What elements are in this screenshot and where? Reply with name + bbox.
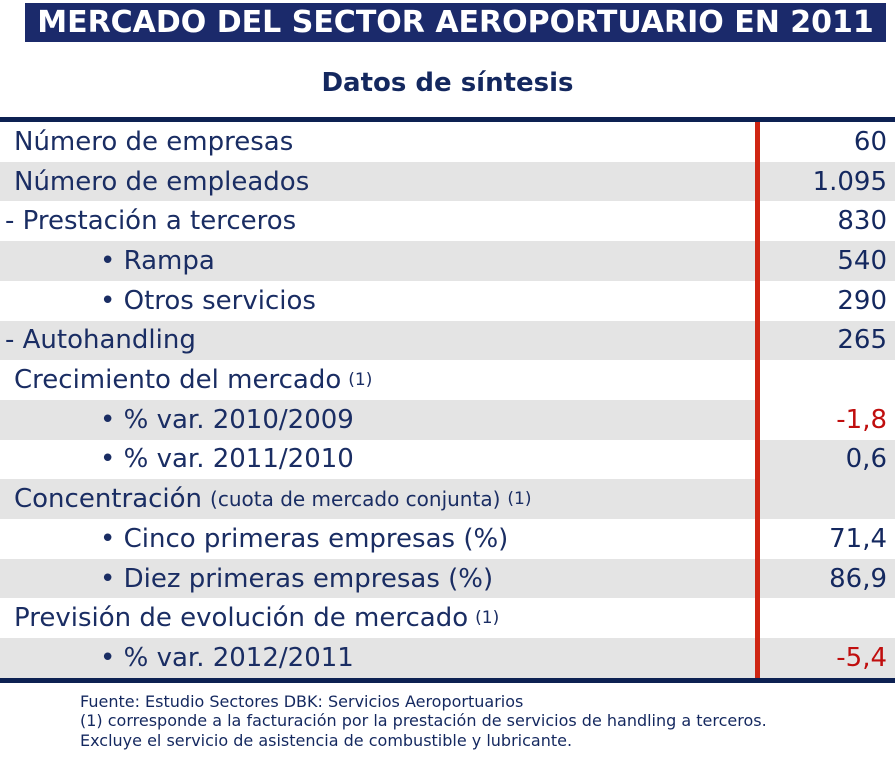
row-label: Previsión de evolución de mercado xyxy=(14,603,469,634)
row-label: • % var. 2012/2011 xyxy=(100,642,354,673)
row-label-cell xyxy=(0,281,755,321)
table-row xyxy=(0,479,895,519)
row-value-cell xyxy=(755,241,895,281)
row-value: 830 xyxy=(837,206,887,237)
table-row xyxy=(0,559,895,599)
table-row xyxy=(0,400,895,440)
row-value-cell xyxy=(755,440,895,480)
row-label: - Autohandling xyxy=(5,325,196,356)
row-label: Número de empresas xyxy=(14,126,294,157)
footer-notes xyxy=(0,683,895,751)
row-label-cell xyxy=(0,559,755,599)
row-label: Crecimiento del mercado xyxy=(14,365,342,396)
row-value-cell xyxy=(755,479,895,519)
row-value-cell xyxy=(755,360,895,400)
row-value-cell xyxy=(755,519,895,559)
row-label: • Otros servicios xyxy=(100,285,316,316)
table-row xyxy=(0,598,895,638)
table-row xyxy=(0,440,895,480)
row-label: Número de empleados xyxy=(14,166,310,197)
row-label: • % var. 2010/2009 xyxy=(100,404,354,435)
row-label-cell xyxy=(0,519,755,559)
row-label: • Rampa xyxy=(100,245,215,276)
footnote-2: Excluye el servicio de asistencia de combustible y lubricante. xyxy=(80,730,573,750)
footnote-1: (1) corresponde a la facturación por la prestación de servicios de handling a terceros. xyxy=(80,711,767,731)
row-label-cell xyxy=(0,122,755,162)
row-label: • Cinco primeras empresas (%) xyxy=(100,523,509,554)
row-label: • Diez primeras empresas (%) xyxy=(100,563,494,594)
row-value: 1.095 xyxy=(812,166,887,197)
row-value-cell xyxy=(755,122,895,162)
row-label-cell xyxy=(0,241,755,281)
row-value: 265 xyxy=(837,325,887,356)
table-row xyxy=(0,360,895,400)
row-value: 60 xyxy=(853,126,887,157)
row-label: • % var. 2011/2010 xyxy=(100,444,354,475)
row-label-note: (cuota de mercado conjunta) xyxy=(210,487,501,512)
row-value: -5,4 xyxy=(836,642,887,673)
row-footnote-marker: (1) xyxy=(348,370,373,391)
row-value-cell xyxy=(755,201,895,241)
table-row xyxy=(0,321,895,361)
row-label-cell xyxy=(0,638,755,678)
row-label-cell xyxy=(0,201,755,241)
row-label: Concentración xyxy=(14,484,203,515)
header-title: MERCADO DEL SECTOR AEROPORTUARIO EN 2011 xyxy=(37,5,874,40)
page-subtitle: Datos de síntesis xyxy=(321,68,574,98)
row-value-cell xyxy=(755,559,895,599)
row-footnote-marker: (1) xyxy=(475,608,500,629)
source-note: Fuente: Estudio Sectores DBK: Servicios Aeroportuarios xyxy=(80,691,524,711)
table-row xyxy=(0,638,895,678)
row-label: - Prestación a terceros xyxy=(5,206,297,237)
table-row xyxy=(0,201,895,241)
row-footnote-marker: (1) xyxy=(507,489,532,510)
table-row xyxy=(0,519,895,559)
row-value: 540 xyxy=(837,245,887,276)
row-value-cell xyxy=(755,400,895,440)
row-value-cell xyxy=(755,281,895,321)
row-value-cell xyxy=(755,638,895,678)
table-row xyxy=(0,162,895,202)
row-label-cell xyxy=(0,360,755,400)
header-bar xyxy=(25,3,886,42)
row-value: -1,8 xyxy=(836,404,887,435)
row-value: 0,6 xyxy=(845,444,887,475)
row-label-cell xyxy=(0,479,755,519)
row-label-cell xyxy=(0,598,755,638)
row-label-cell xyxy=(0,400,755,440)
row-value-cell xyxy=(755,162,895,202)
table-row xyxy=(0,122,895,162)
row-value: 86,9 xyxy=(829,563,887,594)
row-label-cell xyxy=(0,321,755,361)
row-value: 71,4 xyxy=(829,523,887,554)
row-value-cell xyxy=(755,598,895,638)
row-label-cell xyxy=(0,162,755,202)
row-value: 290 xyxy=(837,285,887,316)
row-value-cell xyxy=(755,321,895,361)
row-label-cell xyxy=(0,440,755,480)
synthesis-data-table xyxy=(0,117,895,683)
table-row xyxy=(0,241,895,281)
table-row xyxy=(0,281,895,321)
